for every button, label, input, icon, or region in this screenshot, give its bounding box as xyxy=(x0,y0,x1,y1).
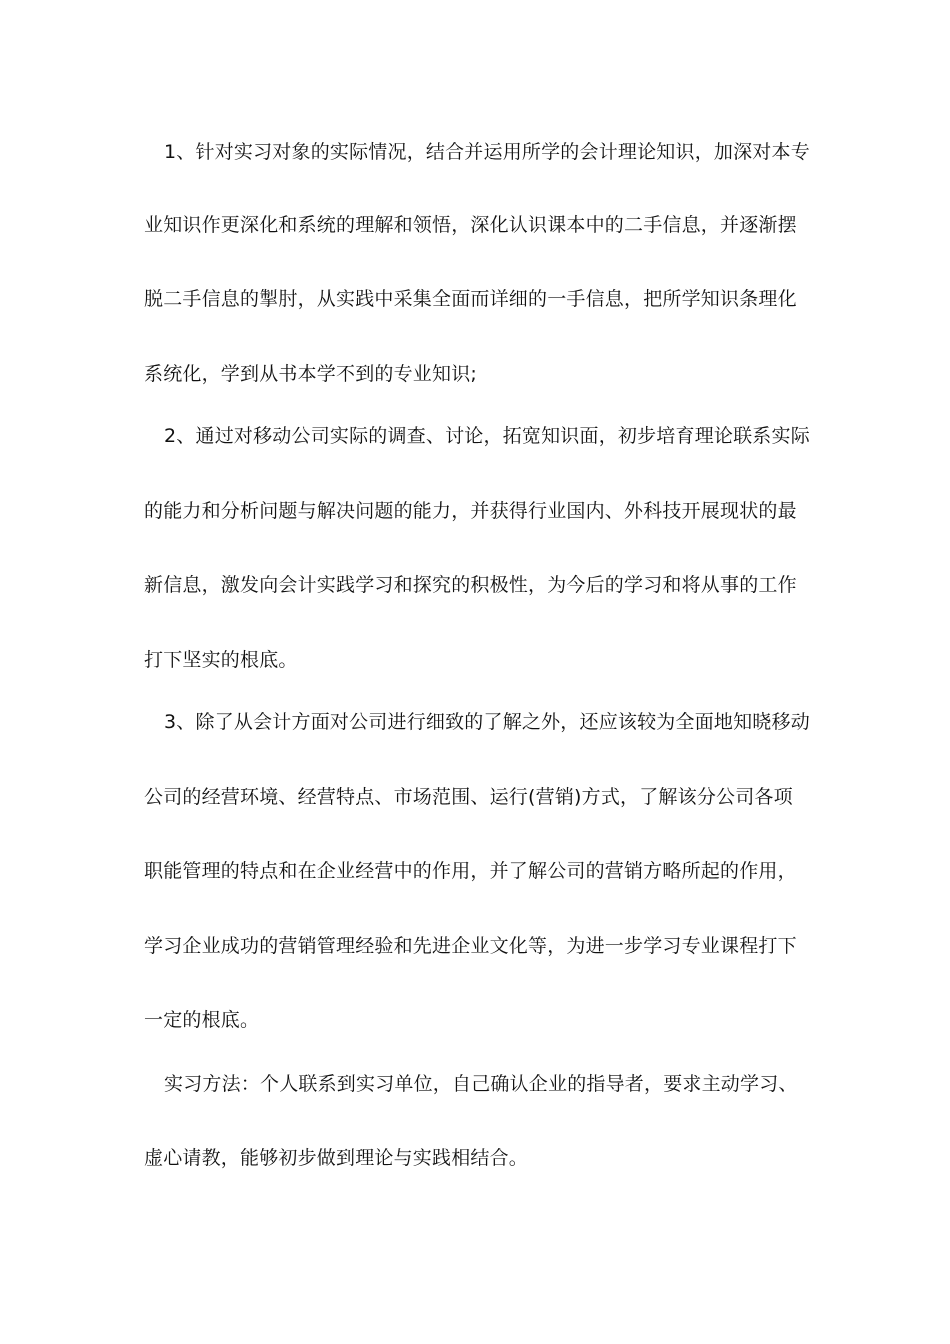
paragraph-2-line-3: 新信息，激发向会计实践学习和探究的积极性，为今后的学习和将从事的工作 xyxy=(144,574,797,596)
paragraph-4-line-2: 虚心请教，能够初步做到理论与实践相结合。 xyxy=(144,1147,529,1169)
paragraph-4-line-1: 实习方法：个人联系到实习单位，自己确认企业的指导者，要求主动学习、 xyxy=(164,1073,798,1095)
paragraph-3-line-1: 3、除了从会计方面对公司进行细致的了解之外，还应该较为全面地知晓移动 xyxy=(164,711,810,733)
paragraph-3-line-2: 公司的经营环境、经营特点、市场范围、运行(营销)方式，了解该分公司各项 xyxy=(144,786,793,808)
paragraph-1-line-2: 业知识作更深化和系统的理解和领悟，深化认识课本中的二手信息，并逐渐摆 xyxy=(144,214,797,236)
paragraph-2-line-1: 2、通过对移动公司实际的调查、讨论，拓宽知识面，初步培育理论联系实际 xyxy=(164,425,810,447)
paragraph-2-line-2: 的能力和分析问题与解决问题的能力，并获得行业国内、外科技开展现状的最 xyxy=(144,500,797,522)
paragraph-1-line-4: 系统化，学到从书本学不到的专业知识; xyxy=(144,363,478,385)
paragraph-1-line-3: 脱二手信息的掣肘，从实践中采集全面而详细的一手信息，把所学知识条理化 xyxy=(144,288,797,310)
paragraph-3-line-4: 学习企业成功的营销管理经验和先进企业文化等，为进一步学习专业课程打下 xyxy=(144,935,797,957)
paragraph-1-line-1: 1、针对实习对象的实际情况，结合并运用所学的会计理论知识，加深对本专 xyxy=(164,141,810,163)
paragraph-2-line-4: 打下坚实的根底。 xyxy=(144,649,298,671)
paragraph-3-line-3: 职能管理的特点和在企业经营中的作用，并了解公司的营销方略所起的作用， xyxy=(144,860,797,882)
paragraph-3-line-5: 一定的根底。 xyxy=(144,1009,260,1031)
